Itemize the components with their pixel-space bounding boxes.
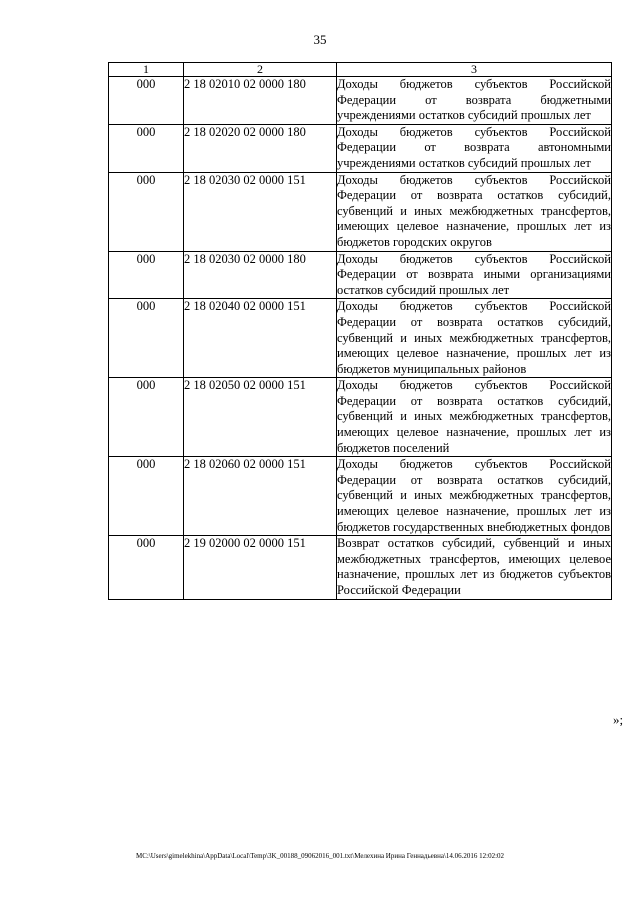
table-row: [109, 172, 612, 251]
table-row: [109, 536, 612, 599]
description-cell: Доходы бюджетов субъектов Российской Федерации от возврата остатков субсидий, субвенций и иных межбюджетных трансфертов, имеющих целевое назначение, прошлых лет из бюджетов городских округов: [337, 172, 612, 251]
page-number: 35: [313, 32, 327, 47]
description-cell: Доходы бюджетов субъектов Российской Федерации от возврата иными организациями остатков субсидий прошлых лет: [337, 251, 612, 299]
table-row: [109, 299, 612, 378]
budget-code-cell: 2 18 02060 02 0000 151: [184, 457, 337, 536]
budget-code-cell: 2 18 02010 02 0000 180: [184, 77, 337, 125]
table-row: [109, 124, 612, 172]
budget-code-table: [108, 62, 612, 600]
admin-code-cell: 000: [109, 457, 184, 536]
footer-file-path: МС:\Users\gimelekhina\AppData\Local\Temp\3K_00188_09062016_001.txt\Мелехина Ирина Геннадьевна\14.06.2016 12:02:02: [135, 852, 505, 860]
description-cell: Доходы бюджетов субъектов Российской Федерации от возврата автономными учреждениями остатков субсидий прошлых лет: [337, 124, 612, 172]
header-col-1: 1: [109, 63, 184, 77]
header-col-2: 2: [184, 63, 337, 77]
budget-code-cell: 2 18 02020 02 0000 180: [184, 124, 337, 172]
admin-code-cell: 000: [109, 378, 184, 457]
description-cell: Доходы бюджетов субъектов Российской Федерации от возврата остатков субсидий, субвенций и иных межбюджетных трансфертов, имеющих целевое назначение, прошлых лет из бюджетов поселений: [337, 378, 612, 457]
budget-code-cell: 2 18 02030 02 0000 180: [184, 251, 337, 299]
admin-code-cell: 000: [109, 124, 184, 172]
description-cell: Доходы бюджетов субъектов Российской Федерации от возврата остатков субсидий, субвенций и иных межбюджетных трансфертов, имеющих целевое назначение, прошлых лет из бюджетов муниципальных районов: [337, 299, 612, 378]
admin-code-cell: 000: [109, 299, 184, 378]
budget-code-cell: 2 19 02000 02 0000 151: [184, 536, 337, 599]
admin-code-cell: 000: [109, 251, 184, 299]
budget-code-cell: 2 18 02040 02 0000 151: [184, 299, 337, 378]
description-cell: Доходы бюджетов субъектов Российской Федерации от возврата остатков субсидий, субвенций и иных межбюджетных трансфертов, имеющих целевое назначение, прошлых лет из бюджетов государственных внебюджетных фондов: [337, 457, 612, 536]
admin-code-cell: 000: [109, 77, 184, 125]
admin-code-cell: 000: [109, 172, 184, 251]
admin-code-cell: 000: [109, 536, 184, 599]
description-cell: Возврат остатков субсидий, субвенций и иных межбюджетных трансфертов, имеющих целевое назначение, прошлых лет из бюджетов субъектов Российской Федерации: [337, 536, 612, 599]
table-row: [109, 77, 612, 125]
description-cell: Доходы бюджетов субъектов Российской Федерации от возврата бюджетными учреждениями остатков субсидий прошлых лет: [337, 77, 612, 125]
budget-code-cell: 2 18 02050 02 0000 151: [184, 378, 337, 457]
table-row: [109, 251, 612, 299]
table-row: [109, 457, 612, 536]
table-header-row: [109, 63, 612, 77]
table-row: [109, 378, 612, 457]
budget-code-cell: 2 18 02030 02 0000 151: [184, 172, 337, 251]
closing-quote: »;: [613, 712, 624, 727]
header-col-3: 3: [337, 63, 612, 77]
